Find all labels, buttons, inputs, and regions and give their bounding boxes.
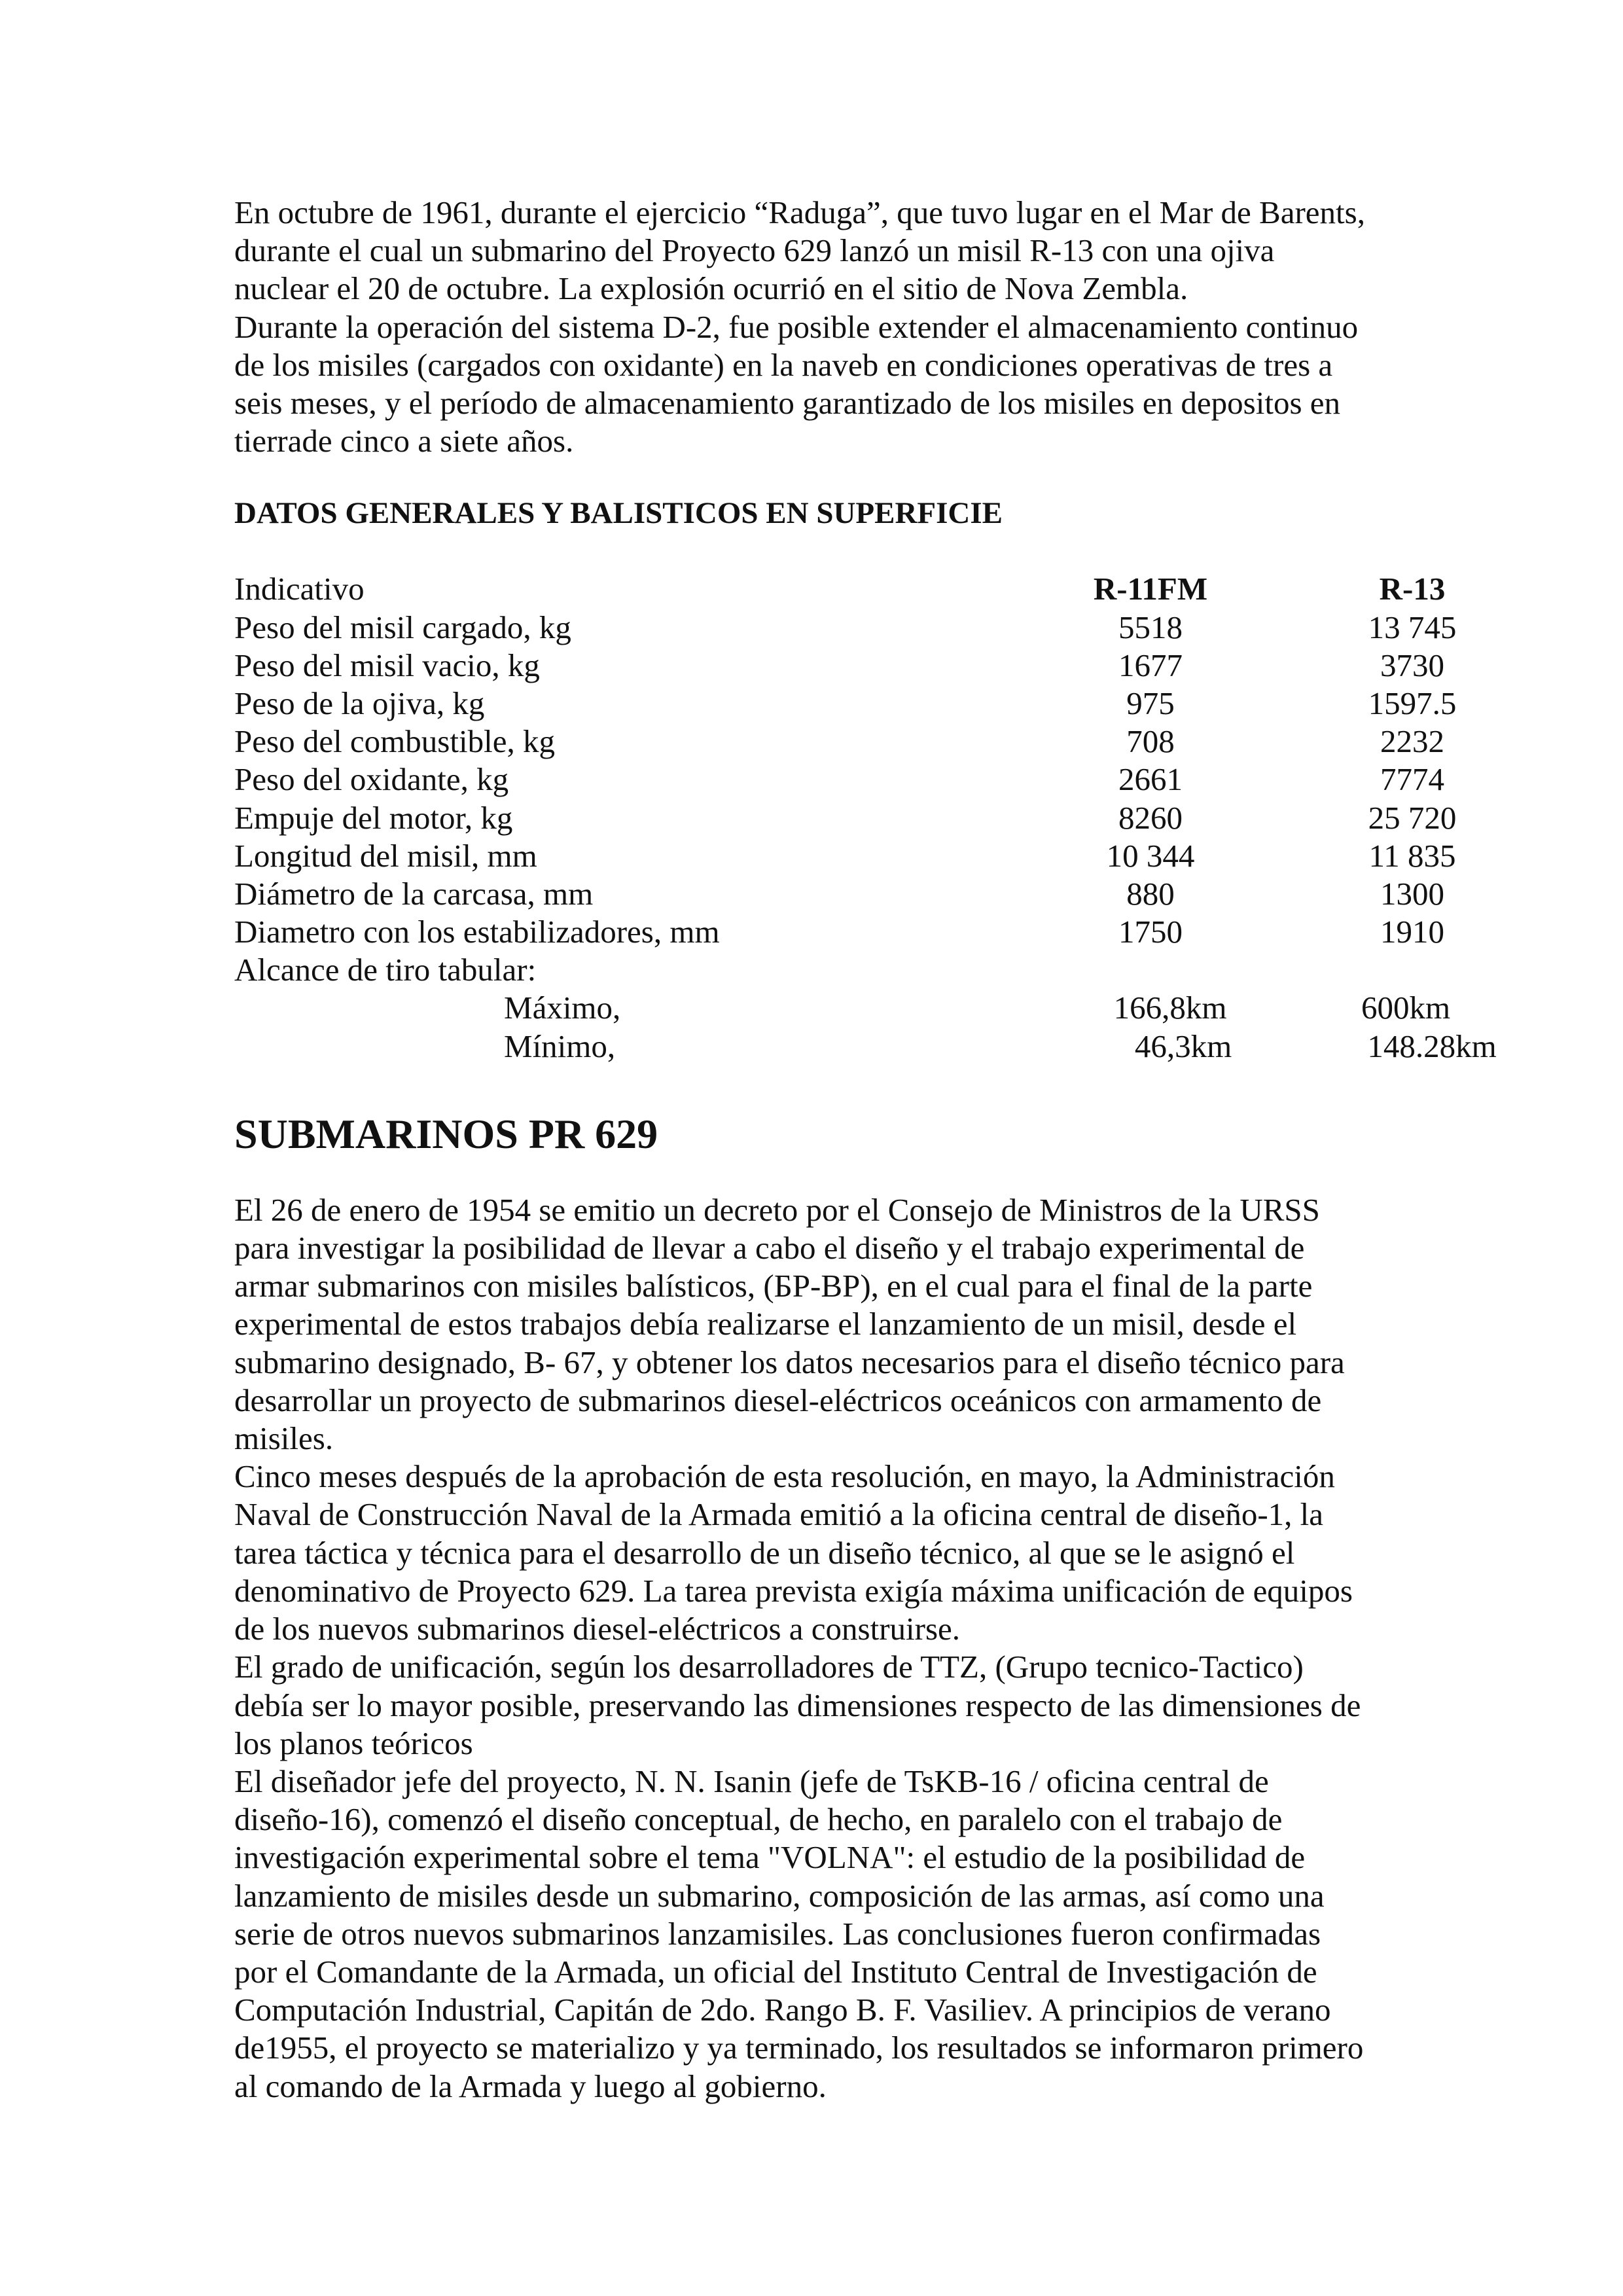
row-label: Longitud del misil, mm: [234, 837, 537, 874]
text-line: al comando de la Armada y luego al gobierno.: [234, 2068, 827, 2104]
table-row: [234, 761, 1444, 798]
text-line: lanzamiento de misiles desde un submarino, composición de las armas, así como una: [234, 1877, 1325, 1914]
table-row: [234, 799, 1457, 837]
row-value-r13: 25 720: [1368, 799, 1457, 836]
row-value-r11fm: 975: [1126, 685, 1175, 721]
submarinos-body: [234, 1191, 1399, 2106]
intro-paragraph: [234, 194, 1399, 460]
table-heading: DATOS GENERALES Y BALISTICOS EN SUPERFICIE: [234, 496, 1003, 531]
text-line: de1955, el proyecto se materializo y ya terminado, los resultados se informaron primero: [234, 2030, 1364, 2066]
row-value-r11fm: 1750: [1118, 914, 1183, 950]
row-value-r13: 1910: [1380, 914, 1444, 950]
row-value-r13: 13 745: [1368, 609, 1457, 645]
text-line: seis meses, y el período de almacenamiento garantizado de los misiles en depositos en: [234, 385, 1341, 422]
table-row: [234, 837, 1456, 875]
row-value-r13: 7774: [1380, 761, 1444, 798]
text-line: El 26 de enero de 1954 se emitio un decreto por el Consejo de Ministros de la URSS: [234, 1191, 1320, 1228]
row-value-r11fm: 2661: [1118, 761, 1183, 798]
header-col-r13: R-13: [1379, 571, 1446, 607]
text-line: armar submarinos con misiles balísticos, (БР-ВР), en el cual para el final de la parte: [234, 1268, 1313, 1304]
row-value-r13: 148.28km: [1367, 1028, 1497, 1064]
row-label: Diámetro de la carcasa, mm: [234, 875, 594, 912]
row-value-r11fm: 8260: [1118, 799, 1183, 836]
text-line: serie de otros nuevos submarinos lanzamisiles. Las conclusiones fueron confirmadas: [234, 1915, 1321, 1952]
table-row: [234, 685, 1457, 723]
table-row: [234, 951, 1399, 989]
row-value-r11fm: 5518: [1118, 609, 1183, 645]
text-line: para investigar la posibilidad de llevar a cabo el diseño y el trabajo experimental de: [234, 1230, 1305, 1266]
row-label: Peso del misil cargado, kg: [234, 609, 571, 645]
row-label: Empuje del motor, kg: [234, 799, 513, 836]
text-line: debía ser lo mayor posible, preservando las dimensiones respecto de las dimensiones de: [234, 1687, 1361, 1723]
text-line: investigación experimental sobre el tema "VOLNA": el estudio de la posibilidad de: [234, 1839, 1306, 1876]
row-value-r13: 1597.5: [1368, 685, 1457, 721]
row-value-r11fm: 46,3km: [1134, 1028, 1232, 1064]
text-line: experimental de estos trabajos debía realizarse el lanzamiento de un misil, desde el: [234, 1306, 1297, 1342]
row-label: Diametro con los estabilizadores, mm: [234, 914, 720, 950]
table-row: [234, 723, 1444, 761]
text-line: Cinco meses después de la aprobación de esta resolución, en mayo, la Administración: [234, 1458, 1335, 1495]
row-value-r13: 3730: [1380, 647, 1444, 683]
text-line: submarino designado, B- 67, y obtener los datos necesarios para el diseño técnico para: [234, 1344, 1345, 1380]
table-row: [234, 875, 1444, 913]
row-value-r11fm: 708: [1126, 723, 1175, 760]
text-line: tarea táctica y técnica para el desarrollo de un diseño técnico, al que se le asignó el: [234, 1534, 1295, 1571]
text-line: misiles.: [234, 1420, 334, 1457]
row-label: Peso del oxidante, kg: [234, 761, 509, 798]
ballistic-data-table: [234, 570, 1497, 1065]
row-value-r11fm: 10 344: [1106, 837, 1195, 874]
text-line: El diseñador jefe del proyecto, N. N. Isanin (jefe de TsKB-16 / oficina central de: [234, 1763, 1269, 1799]
row-label: Peso del combustible, kg: [234, 723, 555, 760]
row-value-r13: 600km: [1361, 990, 1451, 1026]
table-row-range-min: [234, 1028, 1497, 1066]
row-value-r13: 11 835: [1368, 837, 1456, 874]
table-row-range-max: [234, 989, 1451, 1027]
row-label: Máximo,: [504, 990, 621, 1026]
row-label: Alcance de tiro tabular:: [234, 952, 537, 988]
row-value-r11fm: 166,8km: [1113, 990, 1227, 1026]
text-line: En octubre de 1961, durante el ejercicio “Raduga”, que tuvo lugar en el Mar de Barents,: [234, 194, 1365, 230]
submarinos-heading: SUBMARINOS PR 629: [234, 1110, 658, 1157]
text-line: de los nuevos submarinos diesel-eléctricos a construirse.: [234, 1611, 961, 1647]
text-line: por el Comandante de la Armada, un oficial del Instituto Central de Investigación de: [234, 1953, 1317, 1990]
table-header-row: [234, 570, 1446, 608]
document-page: [234, 194, 1497, 2106]
table-row: [234, 647, 1444, 685]
text-line: tierrade cinco a siete años.: [234, 423, 574, 459]
text-line: nuclear el 20 de octubre. La explosión ocurrió en el sitio de Nova Zembla.: [234, 270, 1188, 307]
row-label: Peso del misil vacio, kg: [234, 647, 540, 683]
text-line: durante el cual un submarino del Proyecto 629 lanzó un misil R-13 con una ojiva: [234, 232, 1275, 269]
text-line: desarrollar un proyecto de submarinos diesel-eléctricos oceánicos con armamento de: [234, 1382, 1322, 1418]
row-value-r13: 2232: [1380, 723, 1444, 760]
row-value-r11fm: 880: [1126, 875, 1175, 912]
text-line: los planos teóricos: [234, 1725, 473, 1761]
row-value-r11fm: 1677: [1118, 647, 1183, 683]
text-line: denominativo de Proyecto 629. La tarea prevista exigía máxima unificación de equipos: [234, 1572, 1353, 1609]
text-line: de los misiles (cargados con oxidante) en la naveb en condiciones operativas de tres a: [234, 346, 1333, 383]
row-label: Peso de la ojiva, kg: [234, 685, 485, 721]
header-col-r11fm: R-11FM: [1093, 571, 1208, 607]
text-line: diseño-16), comenzó el diseño conceptual, de hecho, en paralelo con el trabajo de: [234, 1801, 1283, 1838]
row-label: Mínimo,: [504, 1028, 616, 1064]
text-line: El grado de unificación, según los desarrolladores de TTZ, (Grupo tecnico-Tactico): [234, 1649, 1304, 1685]
table-row: [234, 913, 1444, 951]
text-line: Durante la operación del sistema D-2, fue posible extender el almacenamiento continuo: [234, 308, 1359, 345]
text-line: Computación Industrial, Capitán de 2do. Rango B. F. Vasiliev. A principios de verano: [234, 1992, 1331, 2028]
row-value-r13: 1300: [1380, 875, 1444, 912]
text-line: Naval de Construcción Naval de la Armada emitió a la oficina central de diseño-1, la: [234, 1496, 1324, 1533]
header-label: Indicativo: [234, 571, 365, 607]
table-row: [234, 609, 1457, 647]
